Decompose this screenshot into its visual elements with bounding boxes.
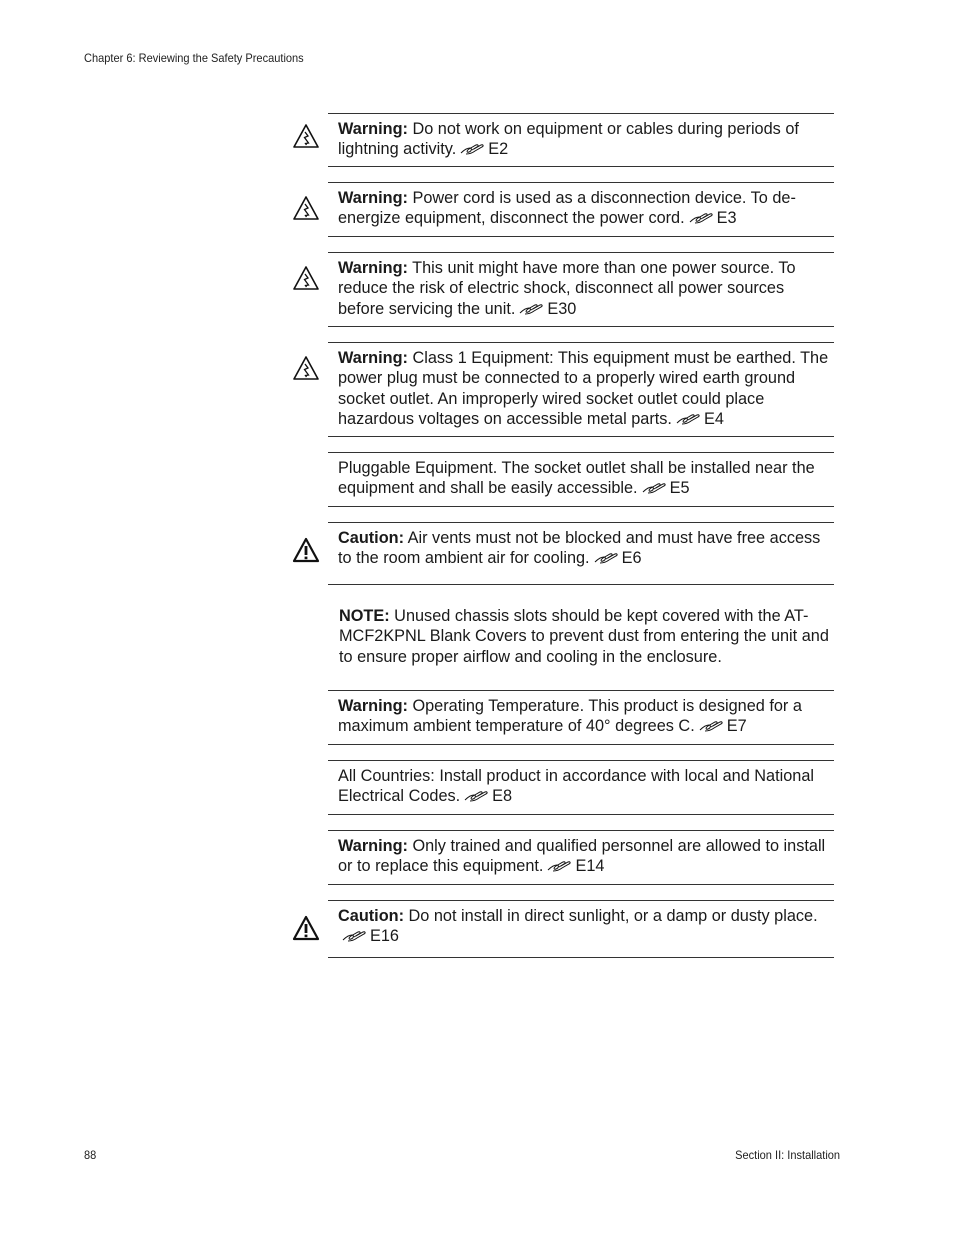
notice-code: E5 xyxy=(669,479,690,498)
warning-notice-e7 xyxy=(328,690,834,745)
notice-code: E3 xyxy=(716,209,737,228)
pointing-hand-icon xyxy=(547,859,573,873)
warning-notice-e2 xyxy=(328,113,834,167)
notice-label: Caution: xyxy=(338,907,405,925)
warning-notice-e14 xyxy=(328,830,834,885)
notice-label: Warning: xyxy=(338,697,408,715)
caution-notice-e6 xyxy=(328,522,834,585)
pointing-hand-icon xyxy=(594,551,620,565)
note-text: Unused chassis slots should be kept covered with the AT-MCF2KPNL Blank Covers to prevent dust from entering the unit and to ensure proper airflow and cooling in the enclosure. xyxy=(339,607,829,666)
warning-notice-e4 xyxy=(328,342,834,437)
notice-text: Do not install in direct sunlight, or a damp or dusty place. xyxy=(404,907,818,925)
notice-text: Do not work on equipment or cables during periods of lightning activity. xyxy=(338,120,799,159)
note-label: NOTE: xyxy=(339,607,390,625)
pointing-hand-icon xyxy=(460,142,486,156)
notice-code: E16 xyxy=(370,927,399,946)
warning-notice-e3 xyxy=(328,182,834,237)
pointing-hand-icon xyxy=(676,412,702,426)
notice-text: Only trained and qualified personnel are allowed to install or to replace this equipment. xyxy=(338,837,826,876)
running-header: Chapter 6: Reviewing the Safety Precautions xyxy=(84,51,304,65)
notice-code: E14 xyxy=(575,857,605,876)
pointing-hand-icon xyxy=(519,302,545,316)
notice-label: Caution: xyxy=(338,529,405,547)
notice-text: Air vents must not be blocked and must have free access to the room ambient air for cooling. xyxy=(338,529,821,568)
notice-text: This unit might have more than one power source. To reduce the risk of electric shock, disconnect all power sources before servicing the unit. xyxy=(338,259,796,318)
notice-code: E7 xyxy=(726,717,747,736)
notice-text: Operating Temperature. This product is designed for a maximum ambient temperature of 40° degrees C. xyxy=(338,697,802,736)
pointing-hand-icon xyxy=(342,929,368,943)
electrical-hazard-icon xyxy=(292,195,320,221)
notice-code: E30 xyxy=(547,299,577,318)
notice-code: E2 xyxy=(488,140,509,159)
notice-text: Power cord is used as a disconnection device. To de-energize equipment, disconnect the power cord. xyxy=(338,189,796,228)
pluggable-equipment-notice xyxy=(328,452,834,507)
pointing-hand-icon xyxy=(689,211,715,225)
notice-text: Pluggable Equipment. The socket outlet shall be installed near the equipment and shall be easily accessible. xyxy=(338,459,815,498)
electrical-hazard-icon xyxy=(292,355,320,381)
pointing-hand-icon xyxy=(464,789,490,803)
note-blank-covers xyxy=(328,601,834,673)
notice-text: All Countries: Install product in accordance with local and National Electrical Codes. xyxy=(338,767,815,806)
notice-code: E8 xyxy=(492,787,513,806)
notice-text: Class 1 Equipment: This equipment must be earthed. The power plug must be connected to a properly wired earth ground socket outlet. An improperly wired socket outlet could place hazardous voltages on accessible metal parts. xyxy=(338,349,829,428)
notice-code: E6 xyxy=(621,549,642,568)
electrical-hazard-icon xyxy=(292,265,320,291)
notice-label: Warning: xyxy=(338,259,408,277)
caution-notice-e16 xyxy=(328,900,834,958)
notice-label: Warning: xyxy=(338,120,408,138)
notice-code: E4 xyxy=(703,409,724,428)
notice-label: Warning: xyxy=(338,349,408,367)
pointing-hand-icon xyxy=(699,719,725,733)
warning-notice-e30 xyxy=(328,252,834,327)
electrical-hazard-icon xyxy=(292,123,320,149)
caution-exclamation-icon xyxy=(292,915,320,941)
pointing-hand-icon xyxy=(642,481,668,495)
caution-exclamation-icon xyxy=(292,537,320,563)
all-countries-notice xyxy=(328,760,834,815)
notice-label: Warning: xyxy=(338,837,408,855)
page-number: 88 xyxy=(84,1148,97,1162)
notice-label: Warning: xyxy=(338,189,408,207)
section-footer: Section II: Installation xyxy=(735,1148,840,1162)
